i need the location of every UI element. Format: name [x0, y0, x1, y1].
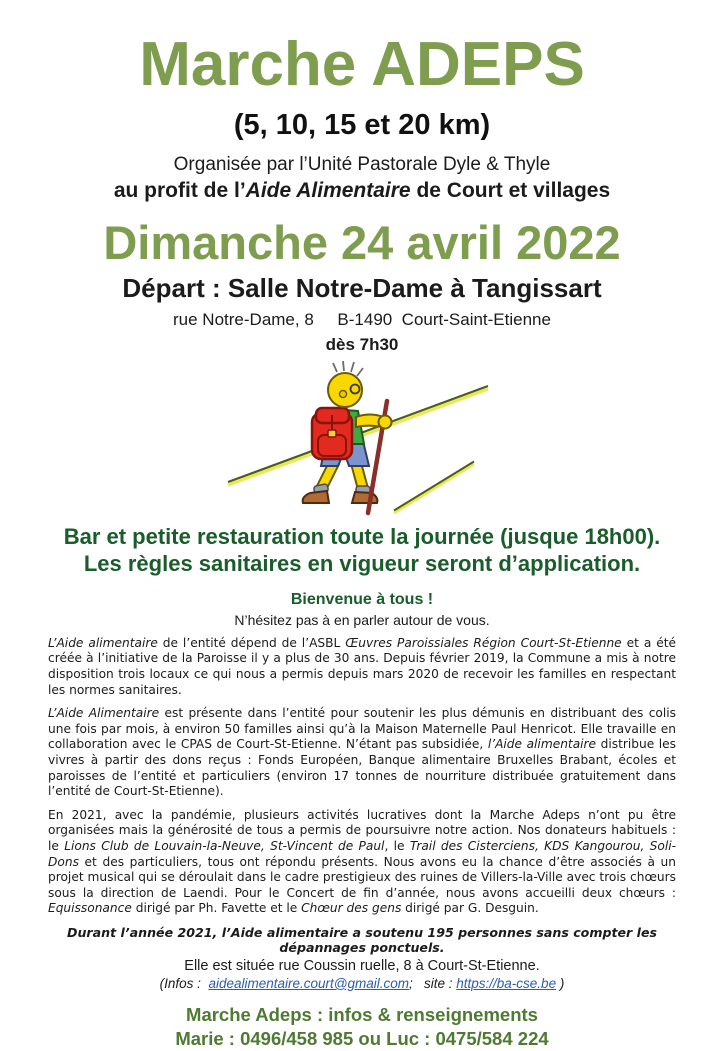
contact-numbers: Marie : 0496/458 985 ou Luc : 0475/584 224	[175, 1027, 549, 1049]
infos-separator: ; site :	[409, 975, 457, 991]
email-link[interactable]: aidealimentaire.court@gmail.com	[208, 975, 409, 991]
page-title: Marche ADEPS	[139, 30, 585, 99]
welcome-line: Bienvenue à tous !	[290, 590, 434, 608]
distances-line: (5, 10, 15 et 20 km)	[233, 109, 491, 142]
about-section	[48, 636, 676, 917]
location-line: Elle est située rue Coussin ruelle, 8 à Court-St-Etienne.	[184, 957, 540, 974]
contact-header: Marche Adeps : infos & renseignements	[186, 1003, 538, 1025]
beneficiary-line: au profit de l’Aide Alimentaire de Court et villages	[113, 179, 611, 203]
website-link[interactable]: https://ba-cse.be	[456, 975, 557, 991]
address-line: rue Notre-Dame, 8 B-1490 Court-Saint-Etienne	[173, 309, 551, 329]
paragraph-aide-activity: L’Aide Alimentaire est présente dans l’entité pour soutenir les plus démunis en distribuant des colis une fois par mois, à environ 50 familles ainsi qu’à la Maison Maternelle Paul Henricot. Elle travaille en collaboration avec le CPAS de Court-St-Etienne. N’étant pas subsidiée, l’Aide alimentaire distribue les vivres à partir des dons reçus : Fonds Européen, Banque alimentaire Bruxelles Brabant, écoles et paroisses de l’entité et particuliers (environ 17 tonnes de nourriture distribuée gratuitement dans l’entité de Court-St-Etienne).	[48, 706, 676, 799]
start-time: dès 7h30	[325, 334, 399, 354]
paragraph-aide-history: L’Aide alimentaire de l’entité dépend de l’ASBL Œuvres Paroissiales Région Court-St-Etienne et a été créée à l’initiative de la Paroisse il y a plus de 30 ans. Depuis février 2019, la Commune a mis à notre disposition trois locaux ce qui nous a permis depuis mars 2020 de recevoir les familles en respectant les normes sanitaires.	[48, 635, 676, 697]
hiker-icon	[222, 361, 502, 519]
organizer-line: Organisée par l’Unité Pastorale Dyle & Thyle	[173, 154, 551, 176]
paragraph-aide-2021: En 2021, avec la pandémie, plusieurs activités lucratives dont la Marche Adeps n’ont pu être organisées mais la générosité de tous a permis de poursuivre notre action. Nos donateurs habituels : le Lions Club de Louvain-la-Neuve, St-Vincent de Paul, le Trail des Cisterciens, KDS Kangourou, Soli-Dons et des particuliers, tous ont répondu présents. Nous avons eu la chance d’être associés à un projet musical qui se déroulait dans le cadre prestigieux des ruines de Villers-la-Ville avec trois chœurs sous la direction de Laendi. Pour le Concert de fin d’année, nous avons accueilli deux chœurs : Equissonance dirigé par Ph. Favette et le Chœur des gens dirigé par G. Desguin.	[48, 807, 676, 916]
support-stats-line: Durant l’année 2021, l’Aide alimentaire a soutenu 195 personnes sans compter les dépannages ponctuels.	[67, 924, 657, 955]
spread-word-line: N’hésitez pas à en parler autour de vous.	[234, 611, 490, 628]
infos-prefix: (Infos :	[159, 975, 209, 991]
sanitary-rules-line: Les règles sanitaires en vigueur seront d’application.	[83, 551, 641, 577]
departure-line: Départ : Salle Notre-Dame à Tangissart	[122, 272, 602, 303]
infos-line	[48, 976, 676, 991]
infos-suffix: )	[556, 975, 565, 991]
hiker-illustration	[222, 361, 502, 519]
event-date: Dimanche 24 avril 2022	[103, 216, 621, 270]
bar-restauration-line: Bar et petite restauration toute la journée (jusque 18h00).	[63, 523, 661, 549]
